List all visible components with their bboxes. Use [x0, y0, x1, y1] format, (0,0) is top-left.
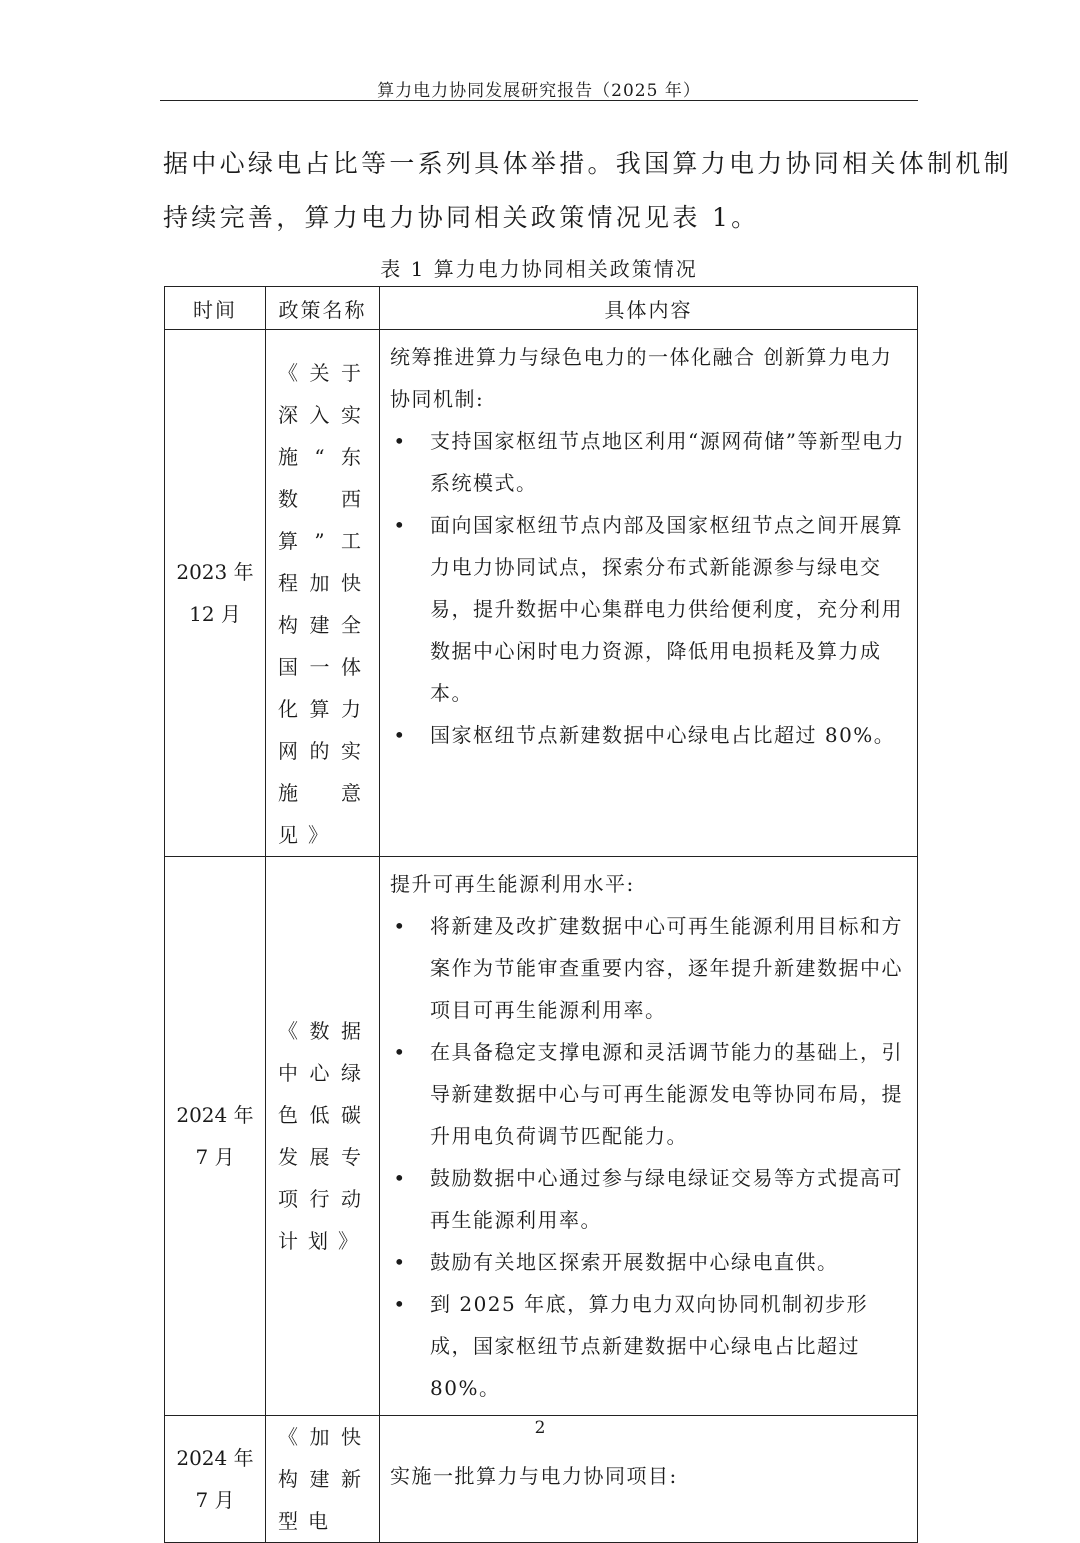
list-item — [390, 1157, 907, 1241]
policy-table — [164, 286, 918, 1543]
bullet-text: 将新建及改扩建数据中心可再生能源利用目标和方案作为节能审查重要内容，逐年提升新建数据中心项目可再生能源利用率。 — [430, 914, 903, 1022]
list-item — [390, 1031, 907, 1157]
bullet-text: 国家枢纽节点新建数据中心绿电占比超过 80%。 — [430, 723, 896, 747]
row-2-lead: 提升可再生能源利用水平: — [390, 872, 635, 896]
page-number: 2 — [534, 1418, 546, 1438]
bullet-text: 在具备稳定支撑电源和灵活调节能力的基础上，引导新建数据中心与可再生能源发电等协同布局，提升用电负荷调节匹配能力。 — [430, 1040, 903, 1148]
row-3-month: 7 月 — [195, 1488, 235, 1512]
row-1-content — [380, 330, 918, 857]
list-item — [390, 420, 907, 504]
row-2-bullet-list — [390, 905, 907, 1409]
row-2-content — [380, 857, 918, 1416]
row-1-month: 12 月 — [189, 602, 241, 626]
header-divider — [160, 100, 918, 101]
header-time: 时间 — [165, 287, 266, 330]
list-item — [390, 1241, 907, 1283]
row-2-policy-name: 《数据中心绿色低碳发展专项行动计划》 — [266, 857, 380, 1416]
bullet-text: 鼓励有关地区探索开展数据中心绿电直供。 — [430, 1250, 839, 1274]
bullet-icon: • — [393, 429, 407, 453]
row-1-lead: 统筹推进算力与绿色电力的一体化融合 创新算力电力协同机制: — [390, 345, 893, 411]
table-row — [165, 330, 918, 857]
bullet-icon: • — [393, 1040, 407, 1064]
table-row — [165, 857, 918, 1416]
bullet-icon: • — [393, 723, 407, 747]
bullet-icon: • — [393, 1250, 407, 1274]
row-1-policy-name: 《关于深入实施“东数西算”工程加快构建全国一体化算力网的实施意见》 — [266, 330, 380, 857]
row-2-month: 7 月 — [195, 1145, 235, 1169]
row-3-lead: 实施一批算力与电力协同项目: — [390, 1464, 678, 1488]
bullet-icon: • — [393, 914, 407, 938]
body-text-line-2: 持续完善，算力电力协同相关政策情况见表 1。 — [163, 203, 760, 232]
row-1-year: 2023 年 — [176, 560, 254, 584]
table-header-row — [165, 287, 918, 330]
bullet-text: 支持国家枢纽节点地区利用“源网荷储”等新型电力系统模式。 — [430, 429, 905, 495]
table-caption: 表 1 算力电力协同相关政策情况 — [380, 257, 698, 281]
row-3-policy-name: 《加快构建新型电 — [266, 1416, 380, 1543]
running-header: 算力电力协同发展研究报告（2025 年） — [377, 81, 701, 101]
body-text-line-1: 据中心绿电占比等一系列具体举措。我国算力电力协同相关体制机制 — [163, 149, 1013, 178]
row-1-time — [165, 330, 266, 857]
list-item — [390, 714, 907, 756]
header-content: 具体内容 — [380, 287, 918, 330]
bullet-icon: • — [393, 513, 407, 537]
bullet-text: 鼓励数据中心通过参与绿电绿证交易等方式提高可再生能源利用率。 — [430, 1166, 903, 1232]
bullet-icon: • — [393, 1166, 407, 1190]
row-3-year: 2024 年 — [176, 1446, 254, 1470]
list-item — [390, 1283, 907, 1409]
list-item — [390, 504, 907, 714]
row-2-year: 2024 年 — [176, 1103, 254, 1127]
header-policy-name: 政策名称 — [266, 287, 380, 330]
list-item — [390, 905, 907, 1031]
row-1-bullet-list — [390, 420, 907, 756]
bullet-icon: • — [393, 1292, 407, 1316]
bullet-text: 面向国家枢纽节点内部及国家枢纽节点之间开展算力电力协同试点，探索分布式新能源参与绿电交易，提升数据中心集群电力供给便利度，充分利用数据中心闲时电力资源，降低用电损耗及算力成本。 — [430, 513, 903, 705]
bullet-text: 到 2025 年底，算力电力双向协同机制初步形成，国家枢纽节点新建数据中心绿电占比超过 80%。 — [430, 1292, 869, 1400]
row-2-time — [165, 857, 266, 1416]
